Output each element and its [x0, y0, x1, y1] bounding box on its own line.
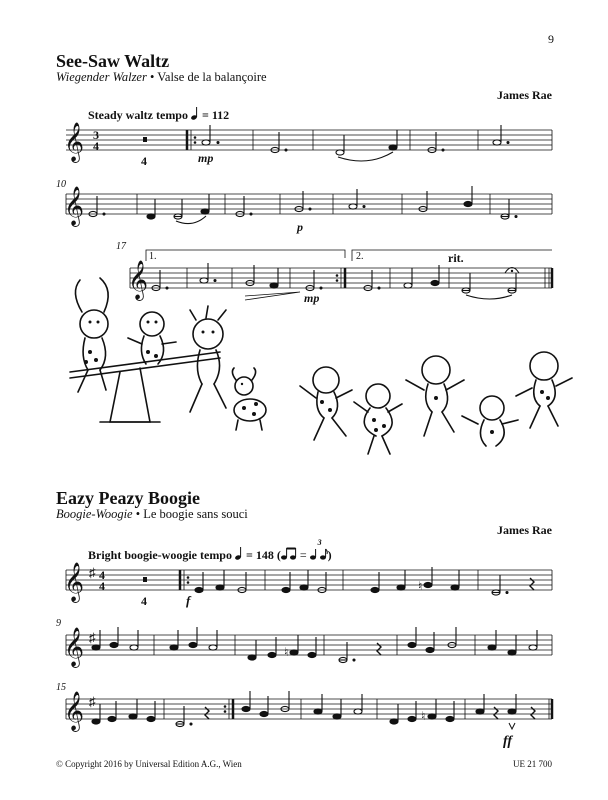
- sharp-icon: ♯: [89, 630, 96, 645]
- piece1-subtitle-german: Wiegender Walzer: [56, 70, 147, 84]
- piece2-subtitle-french: Le boogie sans souci: [143, 507, 248, 521]
- piece2-tempo-text: Bright boogie-woogie tempo: [88, 548, 232, 562]
- piece1-composer: James Rae: [497, 88, 552, 102]
- copyright-notice: © Copyright 2016 by Universal Edition A.G., Wien: [56, 759, 242, 769]
- piece2-measure-number-9: 9: [56, 618, 61, 629]
- piece1-subtitle-french: Valse de la balançoire: [157, 70, 267, 84]
- piece1-measure-number-17: 17: [116, 241, 126, 252]
- piece1-title: See-Saw Waltz: [56, 51, 170, 71]
- piece1-time-sig-top: 3: [93, 128, 99, 142]
- piece1-tempo-value: = 112: [201, 108, 230, 122]
- piece2-system-1: [66, 570, 552, 590]
- triplet-number: 3: [317, 538, 322, 547]
- piece2-title: Eazy Peazy Boogie: [56, 488, 200, 508]
- natural-icon: ♮: [418, 579, 423, 593]
- piece2-subtitle-bullet: •: [132, 507, 144, 521]
- piece2-dynamic-ff: ff: [503, 734, 513, 749]
- piece1-dynamic-mp-1: mp: [198, 151, 214, 165]
- piece2-time-sig-top: 4: [99, 568, 105, 582]
- piece2-tempo-marking: Bright boogie-woogie tempo = 148 ( = 3 ): [88, 538, 332, 562]
- treble-clef-icon: 𝄞: [64, 691, 85, 731]
- piece1-dynamic-mp-2: mp: [304, 291, 320, 305]
- sharp-icon: ♯: [89, 694, 96, 709]
- accent-icon: [509, 723, 515, 729]
- piece1-dynamic-p: p: [297, 220, 303, 234]
- piece1-subtitle-bullet: •: [146, 70, 158, 84]
- piece2-tempo-value: = 148 (: [245, 548, 281, 562]
- piece1-ending-2: 2.: [356, 251, 364, 262]
- piece1-time-sig-bottom: 4: [93, 139, 99, 153]
- treble-clef-icon: 𝄞: [128, 260, 149, 300]
- treble-clef-icon: 𝄞: [64, 627, 85, 667]
- whole-rest-icon: [143, 577, 147, 582]
- piece1-ending-1: 1.: [149, 251, 157, 262]
- natural-icon: ♮: [284, 645, 289, 659]
- sharp-icon: ♯: [89, 565, 96, 580]
- piece1-measure-number-10: 10: [56, 179, 66, 190]
- piece2-system-2: [66, 635, 552, 655]
- piece2-measure-number-15: 15: [56, 682, 66, 693]
- piece2-subtitle-foreign: Boogie-Woogie: [56, 507, 133, 521]
- treble-clef-icon: 𝄞: [64, 186, 85, 226]
- piece2-tempo-close: ): [327, 548, 332, 562]
- natural-icon: ♮: [421, 709, 426, 723]
- catalog-number: UE 21 700: [513, 759, 552, 769]
- piece2-composer: James Rae: [497, 523, 552, 537]
- piece2-rest-count: 4: [141, 594, 147, 608]
- piece1-tempo-text: Steady waltz tempo: [88, 108, 188, 122]
- piece2-notes-system-1: [195, 567, 508, 595]
- page-number: 9: [548, 32, 554, 46]
- piece1-rit: rit.: [448, 251, 464, 265]
- piece2-dynamic-f: f: [186, 593, 191, 608]
- piece2-time-sig-bottom: 4: [99, 579, 105, 593]
- treble-clef-icon: 𝄞: [64, 122, 85, 162]
- treble-clef-icon: 𝄞: [64, 562, 85, 602]
- piece1-rest-count: 4: [141, 154, 147, 168]
